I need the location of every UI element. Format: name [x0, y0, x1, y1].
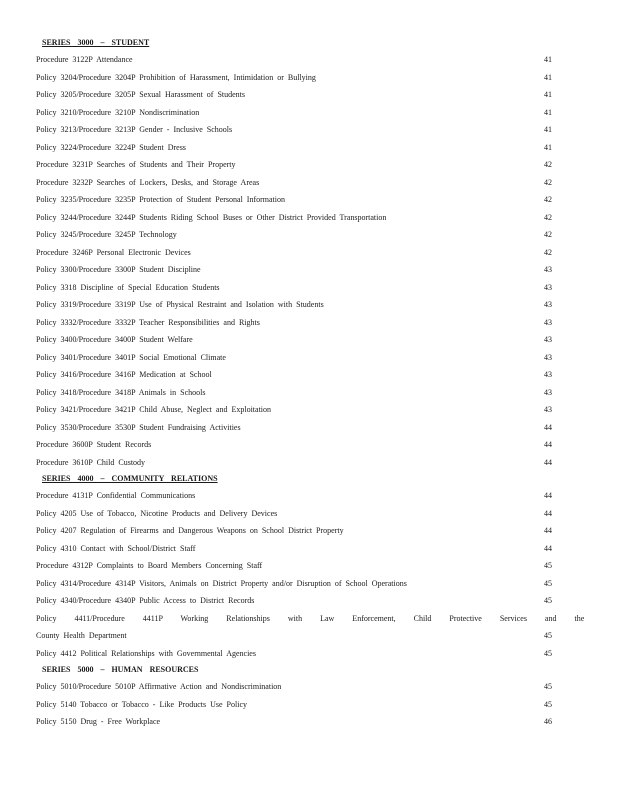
toc-entry — [36, 370, 552, 380]
toc-entry — [36, 143, 552, 153]
entry-title: Policy 4411/Procedure 4411P Working Relationships with Law Enforcement, Child Protective Services and the — [36, 613, 585, 623]
page-number: 42 — [544, 230, 552, 239]
page-number: 46 — [544, 717, 552, 726]
page-number: 43 — [544, 317, 552, 327]
entry-title: Procedure 3122P Attendance — [36, 55, 133, 64]
page-number: 42 — [544, 160, 552, 169]
toc-entry-continuation — [36, 631, 552, 641]
page-number: 43 — [544, 405, 552, 414]
toc-entry — [36, 717, 552, 727]
toc-entry — [36, 423, 552, 433]
page-number: 43 — [544, 282, 552, 292]
toc-entry — [36, 213, 552, 223]
page-number: 45 — [544, 699, 552, 709]
page-number: 41 — [544, 125, 552, 134]
entry-title: Policy 3235/Procedure 3235P Protection of Student Personal Information — [36, 195, 286, 204]
page-number: 43 — [544, 387, 552, 397]
page-number: 45 — [544, 561, 552, 570]
entry-title: Policy 3213/Procedure 3213P Gender - Inclusive Schools — [36, 125, 233, 134]
toc-entry — [36, 300, 552, 310]
toc-entry — [36, 335, 552, 345]
entry-title: Procedure 3246P Personal Electronic Devices — [36, 247, 191, 257]
page-number: 43 — [544, 370, 552, 379]
toc-entry — [36, 649, 552, 659]
entry-title: Procedure 3610P Child Custody — [36, 457, 146, 467]
toc-entry — [36, 90, 552, 100]
entry-title: Policy 3300/Procedure 3300P Student Discipline — [36, 265, 201, 274]
entry-title: Policy 3421/Procedure 3421P Child Abuse, Neglect and Exploitation — [36, 405, 272, 414]
page-number: 43 — [544, 300, 552, 309]
page-number: 41 — [544, 107, 552, 117]
toc-entry — [36, 318, 552, 328]
entry-title: Policy 4205 Use of Tobacco, Nicotine Products and Delivery Devices — [36, 508, 278, 518]
toc-entry — [36, 195, 552, 205]
toc-entry — [36, 596, 552, 606]
toc-entry — [36, 682, 552, 692]
page-number: 42 — [544, 177, 552, 187]
page-number: 41 — [544, 90, 552, 99]
toc-entry — [36, 509, 552, 519]
toc-entry — [36, 561, 552, 571]
entry-title: Policy 3332/Procedure 3332P Teacher Responsibilities and Rights — [36, 317, 260, 327]
entry-title: Policy 3416/Procedure 3416P Medication at School — [36, 370, 212, 379]
entry-title: Procedure 3231P Searches of Students and Their Property — [36, 160, 236, 169]
toc-entry — [36, 55, 552, 65]
entry-title: Policy 3244/Procedure 3244P Students Riding School Buses or Other District Provided Transportation — [36, 212, 387, 222]
toc-entry — [36, 73, 552, 83]
page-number: 44 — [544, 440, 552, 449]
entry-title: Policy 3530/Procedure 3530P Student Fundraising Activities — [36, 422, 241, 432]
toc-entry — [36, 700, 552, 710]
page-number: 45 — [544, 648, 552, 658]
toc-entry — [36, 248, 552, 258]
entry-title: Procedure 3232P Searches of Lockers, Desks, and Storage Areas — [36, 177, 260, 187]
page-number: 41 — [544, 142, 552, 152]
entry-title: Policy 4412 Political Relationships with Governmental Agencies — [36, 648, 256, 658]
entry-title: Policy 4310 Contact with School/District Staff — [36, 543, 196, 553]
toc-entry — [36, 458, 552, 468]
page-number: 42 — [544, 247, 552, 257]
entry-title: Policy 3401/Procedure 3401P Social Emotional Climate — [36, 352, 226, 362]
section-heading: SERIES 4000 – COMMUNITY RELATIONS — [42, 474, 218, 483]
entry-title: Policy 3204/Procedure 3204P Prohibition of Harassment, Intimidation or Bullying — [36, 72, 316, 82]
page-number: 44 — [544, 543, 552, 553]
section-heading: SERIES 3000 – STUDENT — [42, 38, 150, 47]
entry-title: Policy 3319/Procedure 3319P Use of Physical Restraint and Isolation with Students — [36, 300, 324, 309]
toc-entry — [36, 178, 552, 188]
entry-title: Policy 3418/Procedure 3418P Animals in Schools — [36, 387, 206, 397]
page-number: 41 — [544, 55, 552, 64]
page-number: 44 — [544, 508, 552, 518]
entry-title: Policy 5010/Procedure 5010P Affirmative Action and Nondiscrimination — [36, 682, 282, 691]
toc-entry — [36, 108, 552, 118]
entry-title: Procedure 4131P Confidential Communications — [36, 491, 196, 500]
toc-entry — [36, 613, 585, 624]
page-number: 45 — [544, 596, 552, 605]
page-number: 44 — [544, 491, 552, 500]
toc-entry — [36, 283, 552, 293]
toc-entry — [36, 265, 552, 275]
page-number: 42 — [544, 212, 552, 222]
page-number: 45 — [544, 682, 552, 691]
section-heading: SERIES 5000 – HUMAN RESOURCES — [42, 665, 199, 674]
entry-continuation-text: County Health Department — [36, 631, 127, 640]
toc-entry — [36, 440, 552, 450]
entry-title: Policy 4340/Procedure 4340P Public Access to District Records — [36, 596, 255, 605]
toc-entry — [36, 405, 552, 415]
toc-entry — [36, 125, 552, 135]
entry-title: Policy 3205/Procedure 3205P Sexual Harassment of Students — [36, 90, 246, 99]
toc-entry — [36, 491, 552, 501]
toc-entry — [36, 160, 552, 170]
entry-title: Policy 3210/Procedure 3210P Nondiscrimination — [36, 107, 200, 117]
page-number: 45 — [544, 578, 552, 588]
toc-entry — [36, 353, 552, 363]
entry-title: Policy 4314/Procedure 4314P Visitors, Animals on District Property and/or Disruption of School Operations — [36, 578, 407, 588]
entry-title: Procedure 4312P Complaints to Board Members Concerning Staff — [36, 561, 263, 570]
toc-entry — [36, 579, 552, 589]
toc-entry — [36, 544, 552, 554]
page-number: 44 — [544, 526, 552, 535]
page-number: 43 — [544, 265, 552, 274]
toc-entry — [36, 526, 552, 536]
entry-title: Policy 3318 Discipline of Special Education Students — [36, 282, 220, 292]
page-number: 41 — [544, 72, 552, 82]
page-number: 43 — [544, 335, 552, 344]
entry-title: Procedure 3600P Student Records — [36, 440, 152, 449]
entry-title: Policy 5150 Drug - Free Workplace — [36, 717, 161, 726]
page-number: 44 — [544, 422, 552, 432]
entry-title: Policy 3245/Procedure 3245P Technology — [36, 230, 177, 239]
page-number: 45 — [544, 631, 552, 640]
page-number: 44 — [544, 457, 552, 467]
page-number: 43 — [544, 352, 552, 362]
entry-title: Policy 5140 Tobacco or Tobacco - Like Products Use Policy — [36, 699, 247, 709]
entry-title: Policy 3400/Procedure 3400P Student Welfare — [36, 335, 193, 344]
entry-title: Policy 4207 Regulation of Firearms and Dangerous Weapons on School District Property — [36, 526, 344, 535]
toc-entry — [36, 230, 552, 240]
toc-entry — [36, 388, 552, 398]
page-number: 42 — [544, 195, 552, 204]
entry-title: Policy 3224/Procedure 3224P Student Dress — [36, 142, 186, 152]
